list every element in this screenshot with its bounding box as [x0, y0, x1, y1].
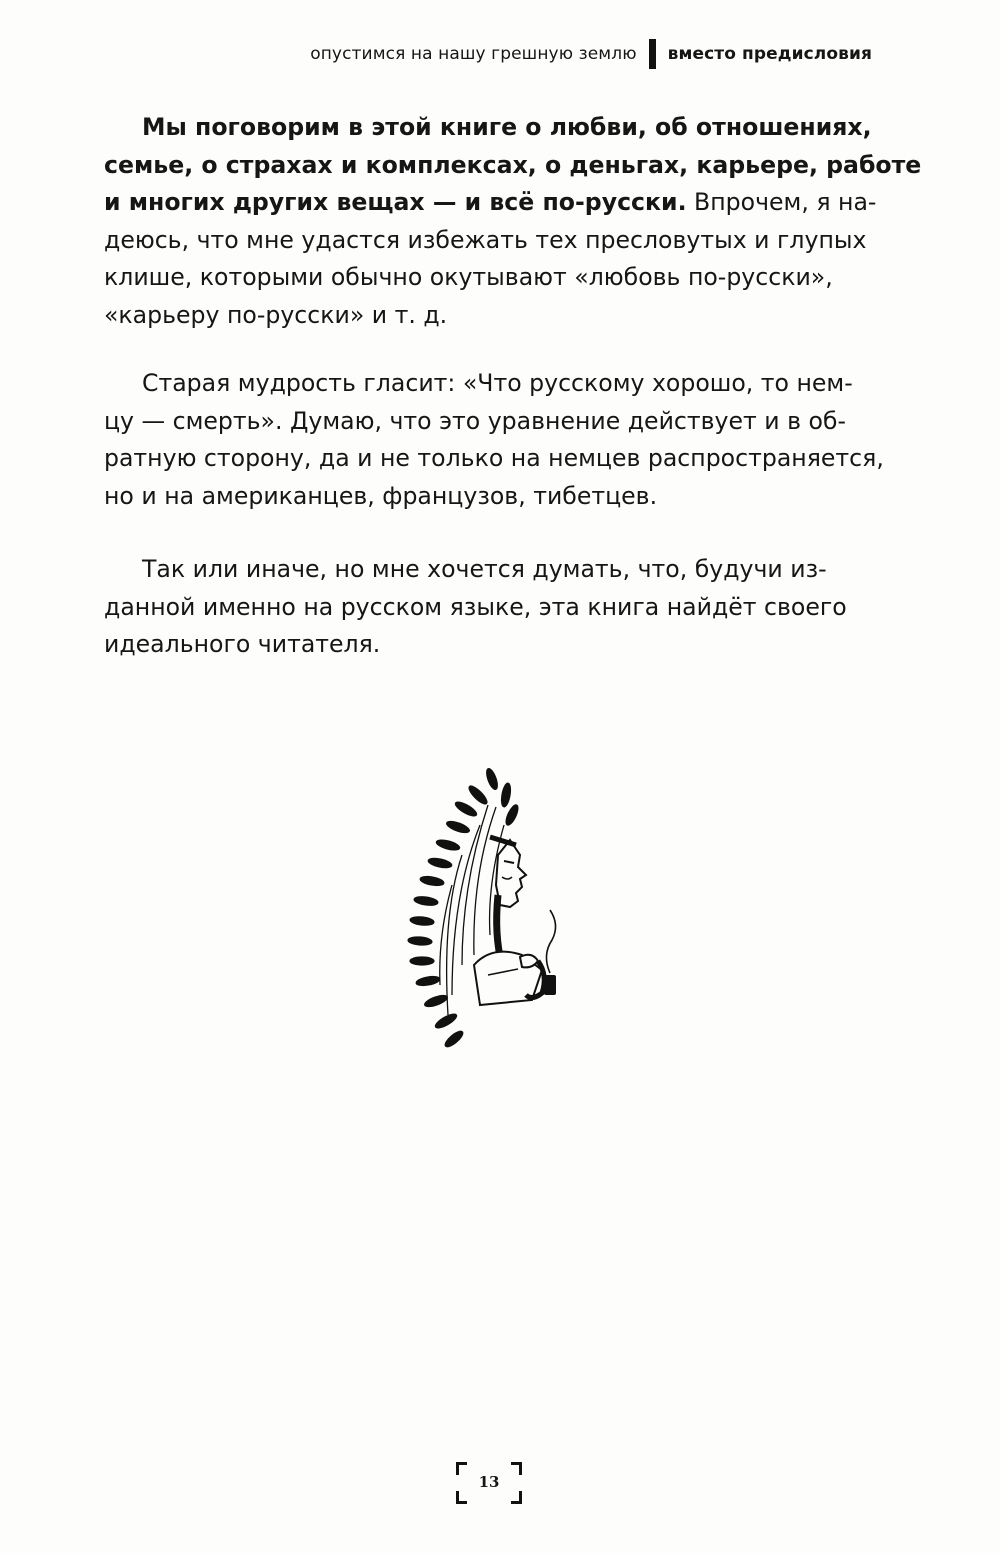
paragraph-line: клише, которыми обычно окутывают «любовь по-русски»,	[104, 263, 833, 291]
section-title: вместо предисловия	[667, 44, 872, 64]
paragraph-line: Старая мудрость гласит: «Что русскому хорошо, то нем-	[142, 369, 853, 397]
paragraph-line: но и на американцев, французов, тибетцев.	[104, 481, 658, 510]
header-separator	[649, 39, 656, 69]
paragraph-1	[104, 109, 922, 334]
paragraph-line: Так или иначе, но мне хочется думать, что, будучи из-	[142, 555, 827, 583]
paragraph-line: «карьеру по-русски» и т. д.	[104, 300, 448, 329]
page-number: 13	[478, 1473, 500, 1491]
paragraph-line: и многих других вещах — и всё по-русски. Впрочем, я на-	[104, 188, 877, 216]
page-number-folio	[456, 1462, 522, 1504]
paragraph-line: данной именно на русском языке, эта книга найдёт своего	[104, 592, 847, 621]
folio-bracket-bottom-right	[511, 1491, 522, 1504]
paragraph-line: семье, о страхах и комплексах, о деньгах, карьере, работе	[104, 150, 922, 179]
native-chief-illustration-icon	[392, 765, 562, 1050]
paragraph-line: деюсь, что мне удастся избежать тех пресловутых и глупых	[104, 225, 867, 254]
paragraph-line: цу — смерть». Думаю, что это уравнение действует и в об-	[104, 406, 846, 435]
paragraph-line: идеального читателя.	[104, 630, 381, 658]
chapter-title: опустимся на нашу грешную землю	[310, 44, 637, 64]
paragraph-line: Мы поговорим в этой книге о любви, об отношениях,	[142, 113, 872, 141]
folio-bracket-bottom-left	[456, 1491, 467, 1504]
paragraph-2	[104, 365, 884, 515]
paragraph-3	[104, 551, 876, 664]
running-header	[310, 40, 872, 68]
paragraph-line: ратную сторону, да и не только на немцев распространяется,	[104, 444, 884, 472]
